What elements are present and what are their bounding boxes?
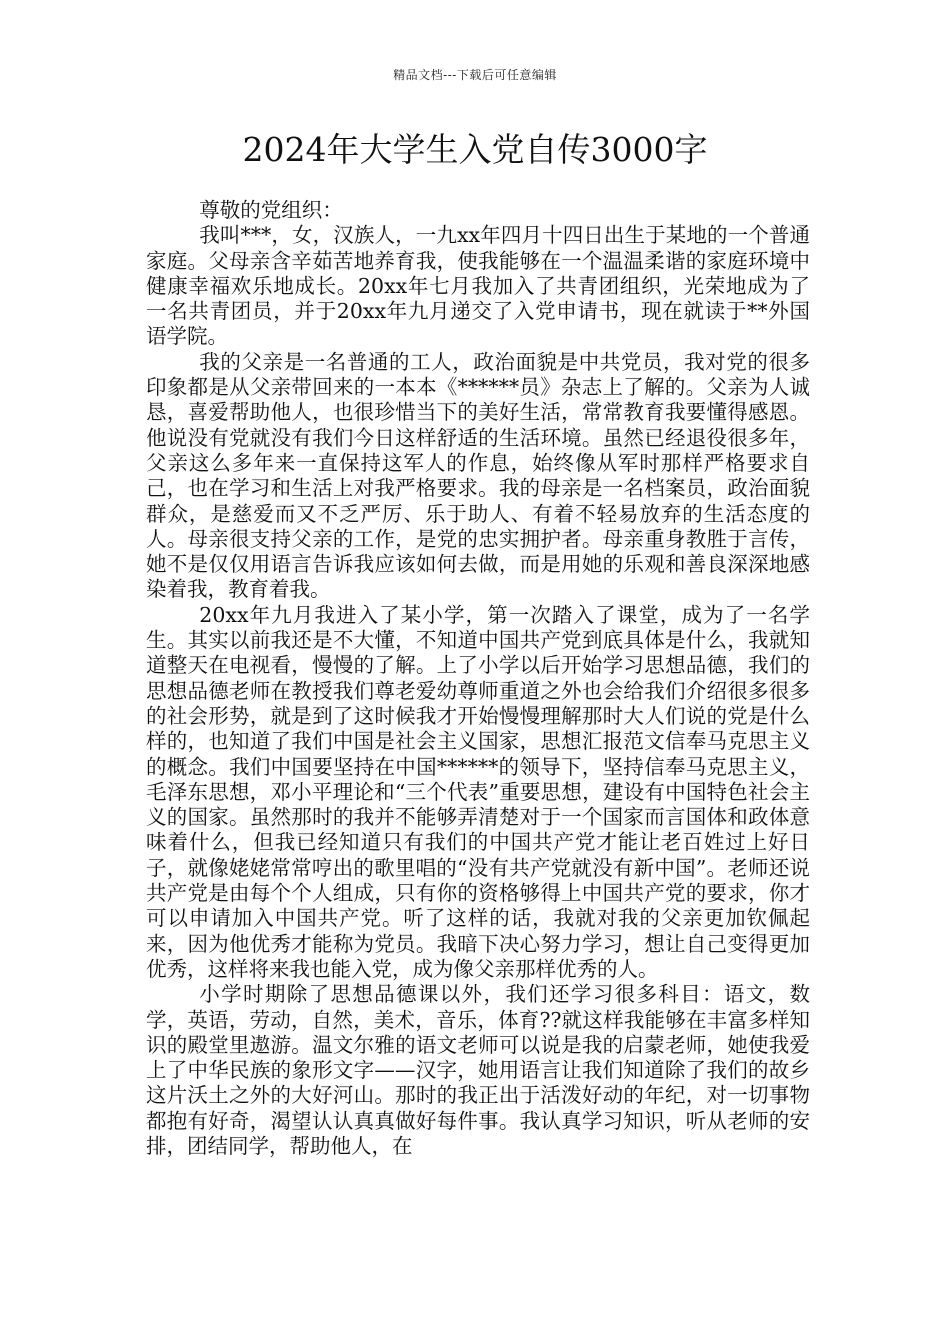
paragraph-parents: 我的父亲是一名普通的工人，政治面貌是中共党员，我对党的很多印象都是从父亲带回来的一本本《******员》杂志上了解的。父亲为人诚恳，喜爱帮助他人，也很珍惜当下的美好生活，常常教育我要懂得感恩。他说没有党就没有我们今日这样舒适的生活环境。虽然已经退役很多年，父亲这么多年来一直保持这军人的作息，始终像从军时那样严格要求自己，也在学习和生活上对我严格要求。我的母亲是一名档案员，政治面貌群众，是慈爱而又不乏严厉、乐于助人、有着不轻易放弃的生活态度的人。母亲很支持父亲的工作，是党的忠实拥护者。母亲重身教胜于言传，她不是仅仅用语言告诉我应该如何去做，而是用她的乐观和善良深深地感染着我，教育着我。 bbox=[146, 349, 810, 602]
paragraph-intro: 我叫***，女，汉族人，一九xx年四月十四日出生于某地的一个普通家庭。父母亲含辛茹苦地养育我，使我能够在一个温温柔谐的家庭环境中健康幸福欢乐地成长。20xx年七月我加入了共青团组织，光荣地成为了一名共青团员，并于20xx年九月递交了入党申请书，现在就读于**外国语学院。 bbox=[146, 223, 810, 349]
paragraph-subjects: 小学时期除了思想品德课以外，我们还学习很多科目：语文，数学，英语，劳动，自然，美术，音乐，体育??就这样我能够在丰富多样知识的殿堂里遨游。温文尔雅的语文老师可以说是我的启蒙老师，她使我爱上了中华民族的象形文字——汉字，她用语言让我们知道除了我们的故乡这片沃土之外的大好河山。那时的我正出于活泼好动的年纪，对一切事物都抱有好奇，渴望认认真真做好每件事。我认真学习知识，听从老师的安排，团结同学，帮助他人，在 bbox=[146, 982, 810, 1158]
salutation: 尊敬的党组织： bbox=[199, 198, 343, 222]
header-note: 精品文档---下载后可任意编辑 bbox=[393, 68, 557, 82]
document-body bbox=[146, 198, 810, 1159]
document-title: 2024年大学生入党自传3000字 bbox=[242, 130, 708, 169]
paragraph-primary-school: 20xx年九月我进入了某小学，第一次踏入了课堂，成为了一名学生。其实以前我还是不大懂，不知道中国共产党到底具体是什么，我就知道整天在电视看，慢慢的了解。上了小学以后开始学习思想品德，我们的思想品德老师在教授我们尊老爱幼尊师重道之外也会给我们介绍很多很多的社会形势，就是到了这时候我才开始慢慢理解那时大人们说的党是什么样的，也知道了我们中国是社会主义国家，思想汇报范文信奉马克思主义的概念。我们中国要坚持在中国******的领导下，坚持信奉马克思主义，毛泽东思想，邓小平理论和“三个代表”重要思想，建设有中国特色社会主义的国家。虽然那时的我并不能够弄清楚对于一个国家而言国体和政体意味着什么，但我已经知道只有我们的中国共产党才能让老百姓过上好日子，就像姥姥常常哼出的歌里唱的“没有共产党就没有新中国”。老师还说共产党是由每个个人组成，只有你的资格够得上中国共产党的要求，你才可以申请加入中国共产党。听了这样的话，我就对我的父亲更加钦佩起来，因为他优秀才能称为党员。我暗下决心努力学习，想让自己变得更加优秀，这样将来我也能入党，成为像父亲那样优秀的人。 bbox=[146, 602, 810, 981]
